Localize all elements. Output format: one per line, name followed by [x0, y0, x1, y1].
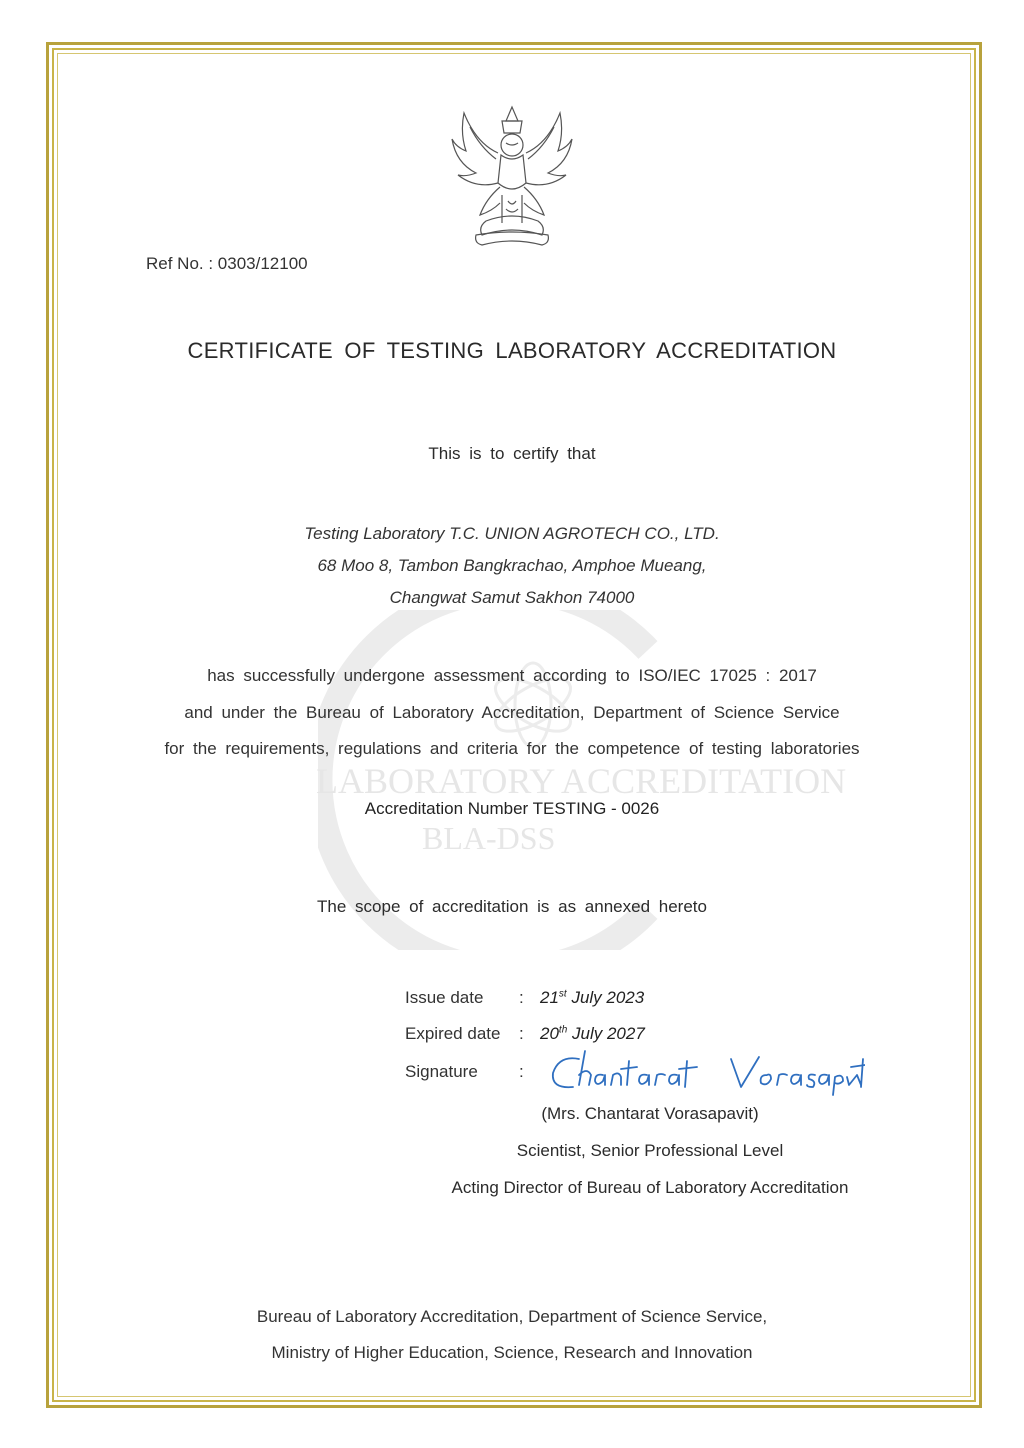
certify-statement: This is to certify that — [428, 444, 596, 463]
signatory-position-1: Scientist, Senior Professional Level — [516, 1141, 784, 1160]
accreditation-number: Accreditation Number TESTING - 0026 — [364, 799, 660, 818]
certificate-title: CERTIFICATE OF TESTING LABORATORY ACCREDITATION — [187, 338, 837, 363]
garuda-emblem-icon — [446, 103, 578, 249]
laboratory-address-line2: Changwat Samut Sakhon 74000 — [389, 588, 635, 607]
assessment-line1: has successfully undergone assessment according to ISO/IEC 17025 : 2017 — [207, 666, 817, 685]
handwritten-signature — [545, 1047, 865, 1097]
footer-line1: Bureau of Laboratory Accreditation, Department of Science Service, — [256, 1307, 768, 1326]
expired-date-colon: : — [519, 1024, 524, 1043]
assessment-line2: and under the Bureau of Laboratory Accreditation, Department of Science Service — [184, 703, 840, 722]
assessment-line3: for the requirements, regulations and criteria for the competence of testing laboratories — [164, 739, 860, 758]
signatory-position-2: Acting Director of Bureau of Laboratory Accreditation — [451, 1178, 849, 1197]
issue-date-label: Issue date — [405, 988, 484, 1007]
watermark-text-line1: LABORATORY ACCREDITATION — [316, 761, 847, 801]
laboratory-address-line1: 68 Moo 8, Tambon Bangkrachao, Amphoe Mueang, — [317, 556, 707, 575]
expired-month-year: July 2027 — [572, 1024, 645, 1043]
watermark-text-line2: BLA-DSS — [422, 820, 556, 856]
signature-colon: : — [519, 1062, 524, 1081]
laboratory-name: Testing Laboratory T.C. UNION AGROTECH CO., LTD. — [304, 524, 720, 543]
signatory-name: (Mrs. Chantarat Vorasapavit) — [541, 1104, 759, 1123]
issue-date-colon: : — [519, 988, 524, 1007]
footer-line2: Ministry of Higher Education, Science, Research and Innovation — [271, 1343, 753, 1362]
signature-label: Signature — [405, 1062, 478, 1081]
expired-date-label: Expired date — [405, 1024, 501, 1043]
expired-day: 20 — [540, 1024, 559, 1043]
issue-date-value — [540, 988, 644, 1008]
expired-day-suffix: th — [558, 1024, 568, 1036]
scope-statement: The scope of accreditation is as annexed hereto — [317, 897, 707, 916]
issue-day: 21 — [540, 988, 559, 1007]
expired-date-value — [540, 1024, 645, 1044]
issue-day-suffix: st — [558, 988, 567, 1000]
reference-number: Ref No. : 0303/12100 — [146, 254, 308, 273]
issue-month-year: July 2023 — [571, 988, 645, 1007]
